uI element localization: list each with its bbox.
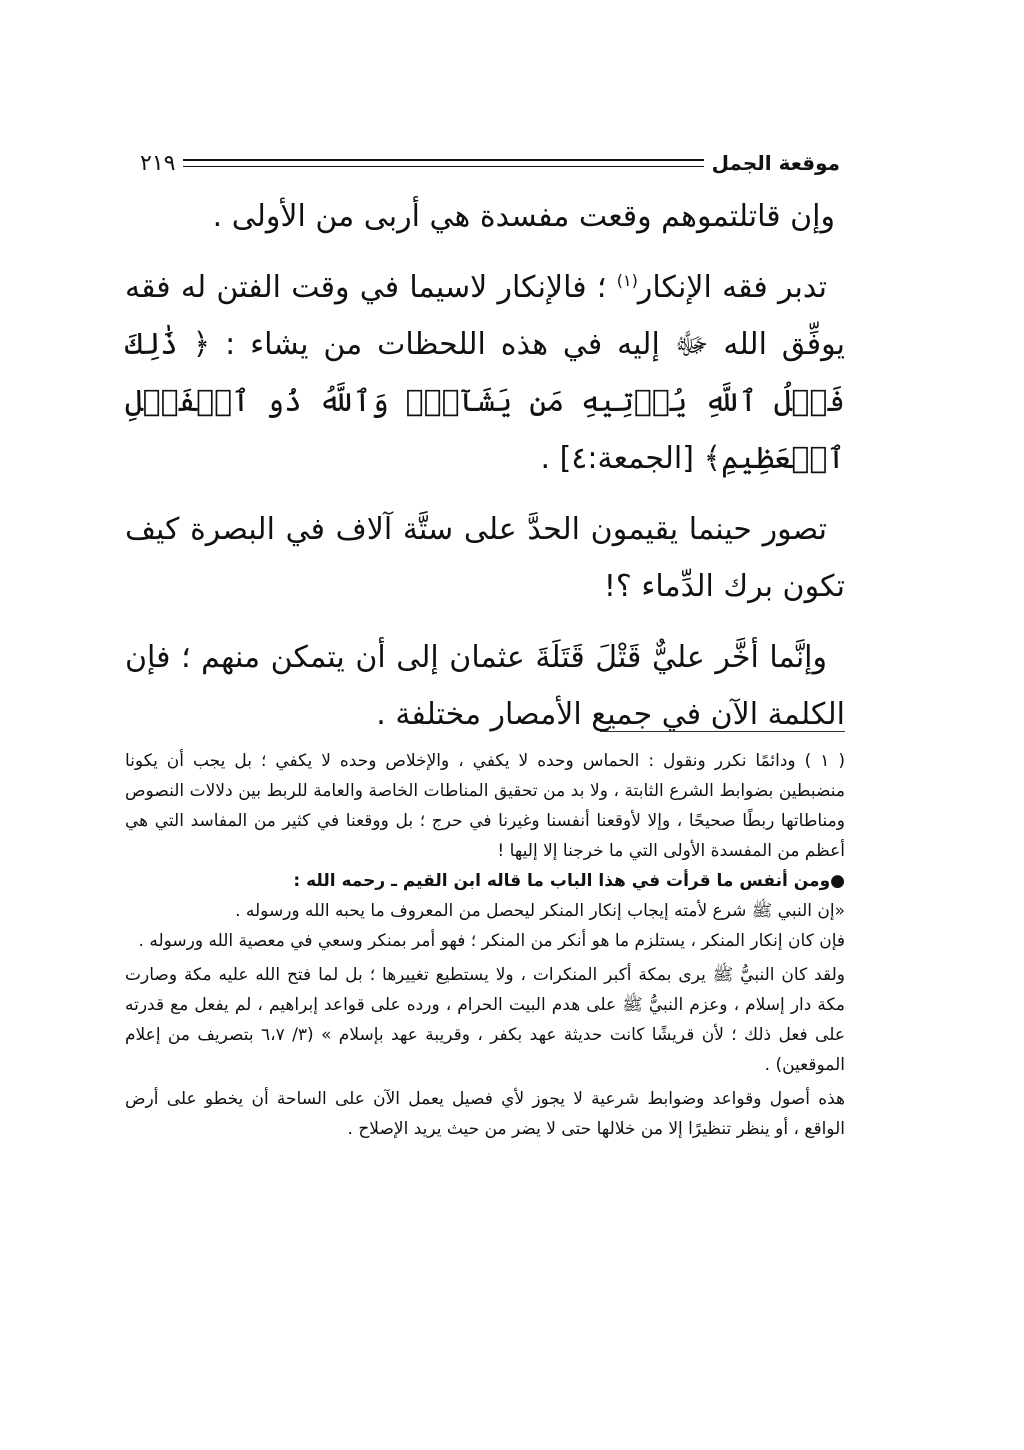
page-header	[140, 148, 840, 178]
footnote-conclusion: هذه أصول وقواعد وضوابط شرعية لا يجوز لأي فصيل يعمل الآن على الساحة أن يخطو على أرض الواقع ، أو ينظر تنظيرًا إلا من خلالها حتى لا يضر من حيث يريد الإصلاح .	[125, 1089, 845, 1139]
footnote-quote-intro	[125, 866, 845, 896]
paragraph-2	[125, 259, 845, 487]
footnote-quote-intro-text: ومن أنفس ما قرأت في هذا الباب ما قاله ابن القيم ـ رحمه الله :	[293, 871, 831, 891]
verse-citation: [الجمعة:٤] .	[540, 441, 704, 476]
footnote-quote-3: ولقد كان النبيُّ ﷺ يرى بمكة أكبر المنكرات ، ولا يستطيع تغييرها ؛ بل لما فتح الله عليه مكة وصارت مكة دار إسلام ، وعزم النبيُّ ﷺ على هدم البيت الحرام ، ورده على قواعد إبراهيم ، لم يفعل مع قدرته على فعل ذلك ؛ لأن قريشًا كانت حديثة عهد بكفر ، وقريبة عهد بإسلام » (٣/ ٦،٧ بتصريف من إعلام الموقعين) .	[125, 965, 845, 1075]
paragraph-2-text-a: تدبر فقه الإنكار	[637, 270, 827, 305]
header-rule	[183, 159, 703, 167]
quran-verse: ﴿ ذَٰلِكَ فَضۡلُ ٱللَّهِ يُؤۡتِيهِ مَن يَشَآءُۚ وَٱللَّهُ ذُو ٱلۡفَضۡلِ ٱلۡعَظِيمِ﴾	[125, 327, 845, 476]
footnote-reference: (١)	[616, 271, 638, 290]
running-title: موقعة الجمل	[711, 151, 840, 175]
footnotes	[125, 746, 845, 1144]
footnote-quote-2: فإن كان إنكار المنكر ، يستلزم ما هو أنكر من المنكر ؛ فهو أمر بمنكر وسعي في معصية الله ورسوله .	[138, 931, 845, 951]
footnote-separator	[600, 731, 845, 732]
main-text	[125, 188, 845, 757]
paragraph-4: وإنَّما أخَّر عليٌّ قَتْلَ قَتَلَةَ عثمان إلى أن يتمكن منهم ؛ فإن الكلمة الآن في جميع الأمصار مختلفة .	[125, 640, 845, 732]
footnote-1: ( ١ ) ودائمًا نكرر ونقول : الحماس وحده لا يكفي ، والإخلاص وحده لا يكفي ؛ بل يجب أن يكونا منضبطين بضوابط الشرع الثابتة ، ولا بد من تحقيق المناطات الخاصة والعامة للربط بين دلالات النصوص ومناطاتها ربطًا صحيحًا ، وإلا لأوقعنا أنفسنا وغيرنا في حرج ؛ بل ووقعنا في كثير من المفاسد التي هي أعظم من المفسدة الأولى التي ما خرجنا إلا إليها !	[125, 751, 845, 861]
footnote-quote-1: «إن النبي ﷺ شرع لأمته إيجاب إنكار المنكر ليحصل من المعروف ما يحبه الله ورسوله .	[235, 901, 845, 921]
bullet-icon: ●	[830, 871, 845, 891]
paragraph-2-text-b: ؛ فالإنكار لاسيما في وقت الفتن له فقه يوفِّق الله ﷻ إليه في هذه اللحظات من يشاء :	[125, 270, 845, 362]
paragraph-1: وإن قاتلتموهم وقعت مفسدة هي أربى من الأولى .	[212, 199, 835, 234]
paragraph-3: تصور حينما يقيمون الحدَّ على ستَّة آلاف في البصرة كيف تكون برك الدِّماء ؟!	[125, 512, 845, 604]
page-number: ٢١٩	[140, 150, 176, 176]
